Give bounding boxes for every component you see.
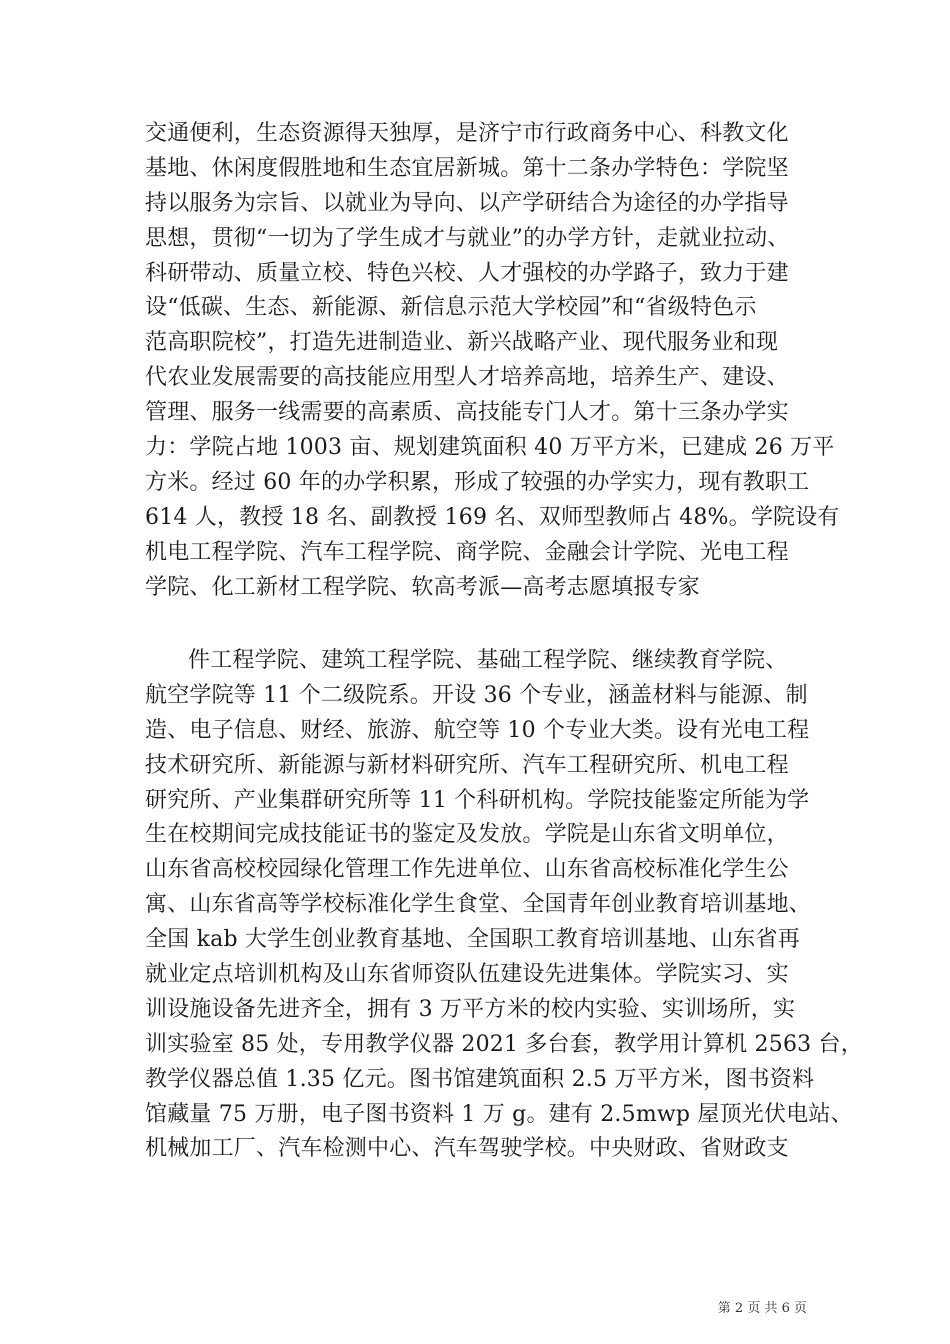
text-line: 就业定点培训机构及山东省师资队伍建设先进集体。学院实习、实 (145, 962, 789, 988)
text-line: 思想，贯彻“一切为了学生成才与就业”的办学方针，走就业拉动、 (145, 225, 790, 251)
page-number: 第 2 页 共 6 页 (717, 1301, 807, 1316)
text-line: 代农业发展需要的高技能应用型人才培养高地，培养生产、建设、 (145, 365, 789, 391)
text-line: 技术研究所、新能源与新材料研究所、汽车工程研究所、机电工程 (145, 752, 789, 778)
text-line: 寓、山东省高等学校标准化学生食堂、全国青年创业教育培训基地、 (145, 892, 812, 918)
text-line: 件工程学院、建筑工程学院、基础工程学院、继续教育学院、 (188, 648, 788, 673)
text-line: 科研带动、质量立校、特色兴校、人才强校的办学路子，致力于建 (145, 260, 789, 286)
text-line: 方米。经过 60 年的办学积累，形成了较强的办学实力，现有教职工 (145, 469, 810, 495)
text-line: 持以服务为宗旨、以就业为导向、以产学研结合为途径的办学指导 (145, 190, 789, 216)
paragraph-1 (145, 117, 840, 605)
text-line: 机电工程学院、汽车工程学院、商学院、金融会计学院、光电工程 (145, 539, 789, 565)
text-line: 基地、休闲度假胜地和生态宜居新城。第十二条办学特色：学院坚 (145, 155, 789, 181)
text-line: 交通便利，生态资源得天独厚，是济宁市行政商务中心、科教文化 (145, 121, 789, 146)
paragraph-2 (145, 644, 863, 1167)
text-line: 管理、服务一线需要的高素质、高技能专门人才。第十三条办学实 (145, 400, 789, 426)
text-line: 训设施设备先进齐全，拥有 3 万平方米的校内实验、实训场所，实 (145, 996, 796, 1022)
text-line: 馆藏量 75 万册，电子图书资料 1 万 g。建有 2.5mwp 屋顶光伏电站、 (145, 1101, 853, 1127)
text-line: 山东省高校校园绿化管理工作先进单位、山东省高校标准化学生公 (145, 857, 789, 883)
text-line: 范高职院校”，打造先进制造业、新兴战略产业、现代服务业和现 (145, 330, 779, 356)
text-line: 机械加工厂、汽车检测中心、汽车驾驶学校。中央财政、省财政支 (145, 1136, 789, 1162)
text-line: 生在校期间完成技能证书的鉴定及发放。学院是山东省文明单位， (145, 822, 789, 848)
text-line: 造、电子信息、财经、旅游、航空等 10 个专业大类。设有光电工程 (145, 717, 810, 743)
text-line: 力：学院占地 1003 亩、规划建筑面积 40 万平方米，已建成 26 万平 (145, 435, 835, 461)
text-line: 训实验室 85 处，专用教学仪器 2021 多台套，教学用计算机 2563 台， (145, 1031, 863, 1057)
text-line: 学院、化工新材工程学院、软高考派—高考志愿填报专家 (145, 574, 701, 600)
text-line: 教学仪器总值 1.35 亿元。图书馆建筑面积 2.5 万平方米，图书资料 (145, 1066, 815, 1092)
text-line: 全国 kab 大学生创业教育基地、全国职工教育培训基地、山东省再 (145, 927, 800, 953)
text-line: 614 人，教授 18 名、副教授 169 名、双师型教师占 48%。学院设有 (145, 504, 840, 530)
text-line: 航空学院等 11 个二级院系。开设 36 个专业，涵盖材料与能源、制 (145, 682, 808, 708)
text-line: 设“低碳、生态、新能源、新信息示范大学校园”和“省级特色示 (145, 295, 757, 321)
text-line: 研究所、产业集群研究所等 11 个科研机构。学院技能鉴定所能为学 (145, 787, 810, 813)
